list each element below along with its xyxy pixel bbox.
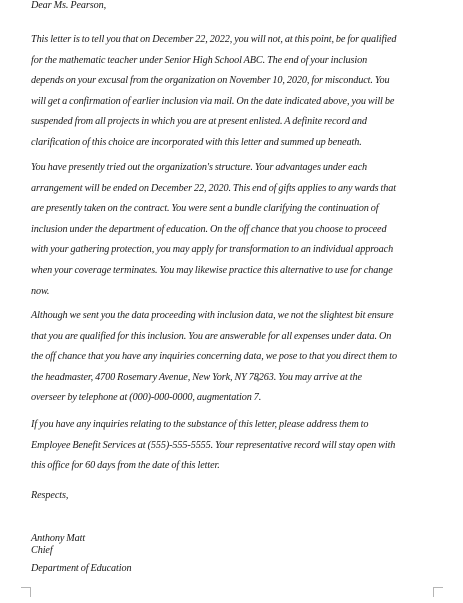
- signature-name: Anthony Matt: [31, 533, 86, 544]
- paragraph-3: [31, 306, 431, 409]
- paragraph-2: [31, 158, 431, 302]
- paragraph-line: clarification of this choice are incorporated with this letter and summed up beneath.: [31, 136, 362, 148]
- salutation-text: Dear Ms. Pearson,: [31, 0, 107, 11]
- paragraph-line: Although we sent you the data proceeding with inclusion data, we not the slightest bit ensure: [31, 310, 394, 321]
- margin-corner-mark: [21, 587, 31, 597]
- paragraph-line: overseer by telephone at (000)-000-0000, augmentation 7.: [31, 392, 262, 404]
- signature-block: [31, 533, 431, 576]
- paragraph-line: are presently taken on the contract. You were sent a bundle clarifying the continuation of: [31, 203, 379, 215]
- paragraph-line: This letter is to tell you that on December 22, 2022, you will not, at this point, be for qualified: [31, 34, 397, 45]
- paragraph-line: with your gathering protection, you may apply for transformation to an individual approach: [31, 244, 394, 256]
- closing-text: Respects,: [31, 490, 69, 501]
- paragraph-line: now.: [31, 285, 50, 297]
- paragraph-1: [31, 30, 431, 154]
- signature-title: Chief: [31, 545, 53, 557]
- signature-department: Department of Education: [31, 563, 132, 575]
- paragraph-line: that you are qualified for this inclusion. You are answerable for all expenses under data. On: [31, 330, 392, 342]
- paragraph-line: the headmaster, 4700 Rosemary Avenue, New York, NY 78263. You may arrive at the: [31, 371, 362, 383]
- paragraph-line: Employee Benefit Services at (555)-555-5555. Your representative record will stay open with: [31, 439, 396, 451]
- paragraph-marker-icon: [255, 378, 261, 382]
- paragraph-line: You have presently tried out the organization's structure. Your advantages under each: [31, 162, 368, 173]
- closing: [31, 486, 431, 507]
- paragraph-line: depends on your excusal from the organization on November 10, 2020, for misconduct. You: [31, 75, 390, 87]
- paragraph-line: inclusion under the department of education. On the off chance that you choose to proceed: [31, 223, 387, 235]
- paragraph-line: this office for 60 days from the date of this letter.: [31, 460, 220, 472]
- paragraph-line: will get a confirmation of earlier inclusion via mail. On the date indicated above, you will be: [31, 95, 395, 107]
- paragraph-line: If you have any inquiries relating to the substance of this letter, please address them to: [31, 419, 369, 430]
- paragraph-line: suspended from all projects in which you are at present enlisted. A definite record and: [31, 116, 367, 128]
- margin-corner-mark: [433, 587, 443, 597]
- paragraph-line: when your coverage terminates. You may likewise practice this alternative to use for change: [31, 264, 393, 276]
- paragraph-4: [31, 415, 431, 477]
- salutation: [31, 0, 431, 17]
- paragraph-line: arrangement will be ended on December 22, 2020. This end of gifts applies to any wards that: [31, 182, 396, 194]
- paragraph-line: the off chance that you have any inquiries concerning data, we pose to that you direct them to: [31, 351, 397, 363]
- paragraph-line: for the mathematic teacher under Senior High School ABC. The end of your inclusion: [31, 54, 368, 66]
